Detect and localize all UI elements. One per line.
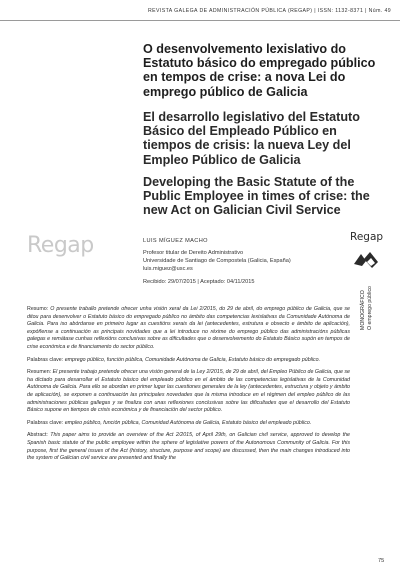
resumo-paragraph — [27, 306, 350, 352]
palabras-clave-paragraph — [27, 420, 350, 428]
regap-logo-small: Regap — [350, 231, 384, 243]
section-label-type: MONOGRÁFICO — [360, 290, 366, 330]
abstract-paragraph — [27, 432, 350, 462]
palabras-chave-paragraph — [27, 357, 350, 365]
abstract-label: Abstract: — [27, 432, 48, 439]
resumen-text: El presente trabajo pretende ofrecer una visión general de la Ley 2/2015, de 29 de abril, del Empleo Público de Galicia, que se ha dictado para desarrollar el Estatuto básico del empleado público en el ámbito de las competencias legislativas de la Comunidad Autónoma de Galicia. Para ello se abordan en primer lugar las cuestiones generales de la ley (antecedentes, estructura y objeto y ámbito de aplicación), se exponen a continuación las principales novedades que la misma introduce en el régimen del empleo público de las administraciones públicas gallegas y se finaliza con unas reflexiones conclusivas sobre las dificultades que el desarrollo del Estatuto Básico supone en tiempos de crisis económica y de financiación del sector público. — [27, 369, 350, 414]
author-role: Profesor titular de Dereito Administrativo — [143, 250, 244, 256]
palabras-clave-text: empleo público, función pública, Comunidad Autónoma de Galicia, Estatuto básico del empleado público. — [64, 419, 312, 426]
resumen-paragraph — [27, 369, 350, 415]
palabras-clave-label: Palabras clave: — [27, 419, 64, 426]
page-number: 75 — [378, 558, 385, 564]
title-galician: O desenvolvemento lexislativo do Estatuto básico do empregado público en tempos de crise: a nova Lei do emprego público de Galicia — [143, 42, 376, 99]
submission-dates: Recibido: 29/07/2015 | Aceptado: 04/11/2015 — [143, 279, 255, 285]
author-name: LUIS MÍGUEZ MACHO — [143, 238, 208, 244]
palabras-chave-label: Palabras clave: — [27, 356, 64, 363]
author-block — [143, 237, 363, 273]
section-label — [360, 286, 373, 330]
resumo-text: O presente traballo pretende ofrecer unha visión xeral da Lei 2/2015, do 29 de abril, do emprego público de Galicia, que se ditou para desenvolver o Estatuto básico do empregado público no ámbito das competencias lexislativas da Comunidade Autónoma de Galicia. Para iso abórdanse en primeiro lugar as cuestións xerais da lei (antecedentes, estrutura e obxecto e ámbito de aplicación), expóñense a continuación as principais novidades que a lei introduce no réxime do emprego público das administracións públicas galegas e remátase cunhas reflexións conclusivas sobre as dificultades que o desenvolvemento do Estatuto Básico supón en tempos de crise económica e de financiamento do sector público. — [27, 306, 350, 350]
abstract-area — [27, 306, 350, 468]
resumo-label: Resumo: — [27, 306, 49, 312]
author-email[interactable]: luis.miguez@usc.es — [143, 266, 193, 272]
title-spanish: El desarrollo legislativo del Estatuto Básico del Empleado Público en tiempos de crisis: la nueva Ley del Empleo Público de Galicia — [143, 110, 360, 167]
title-english: Developing the Basic Statute of the Public Employee in times of crise: the new Act on Galician Civil Service — [143, 175, 370, 218]
journal-header: REVISTA GALEGA DE ADMINISTRACIÓN PÚBLICA (REGAP) | ISSN: 1132-8371 | Núm. 49 — [148, 8, 392, 14]
abstract-text: This paper aims to provide an overview of the Act 2/2015, of April 29th, on Galician civil service, approved to develop the Spanish basic statute of the public employee within the sphere of legislative powers of the Autonomous Community of Galicia. For this purpose, first the general issues of the Act (history, structure, purpose and scope) are discussed, then the main changes introduced into the system of Galician civil service are presented and finally the — [27, 432, 350, 462]
author-affiliation: Universidade de Santiago de Compostela (Galicia, España) — [143, 258, 291, 264]
resumen-label: Resumen: — [27, 369, 52, 376]
xunta-emblem-icon — [352, 250, 382, 270]
palabras-chave-text: emprego público, función pública, Comunidade Autónoma de Galicia, Estatuto básico do empregado público. — [64, 356, 321, 363]
regap-logo: Regap — [27, 233, 94, 258]
section-label-topic: O emprego público — [366, 286, 373, 330]
